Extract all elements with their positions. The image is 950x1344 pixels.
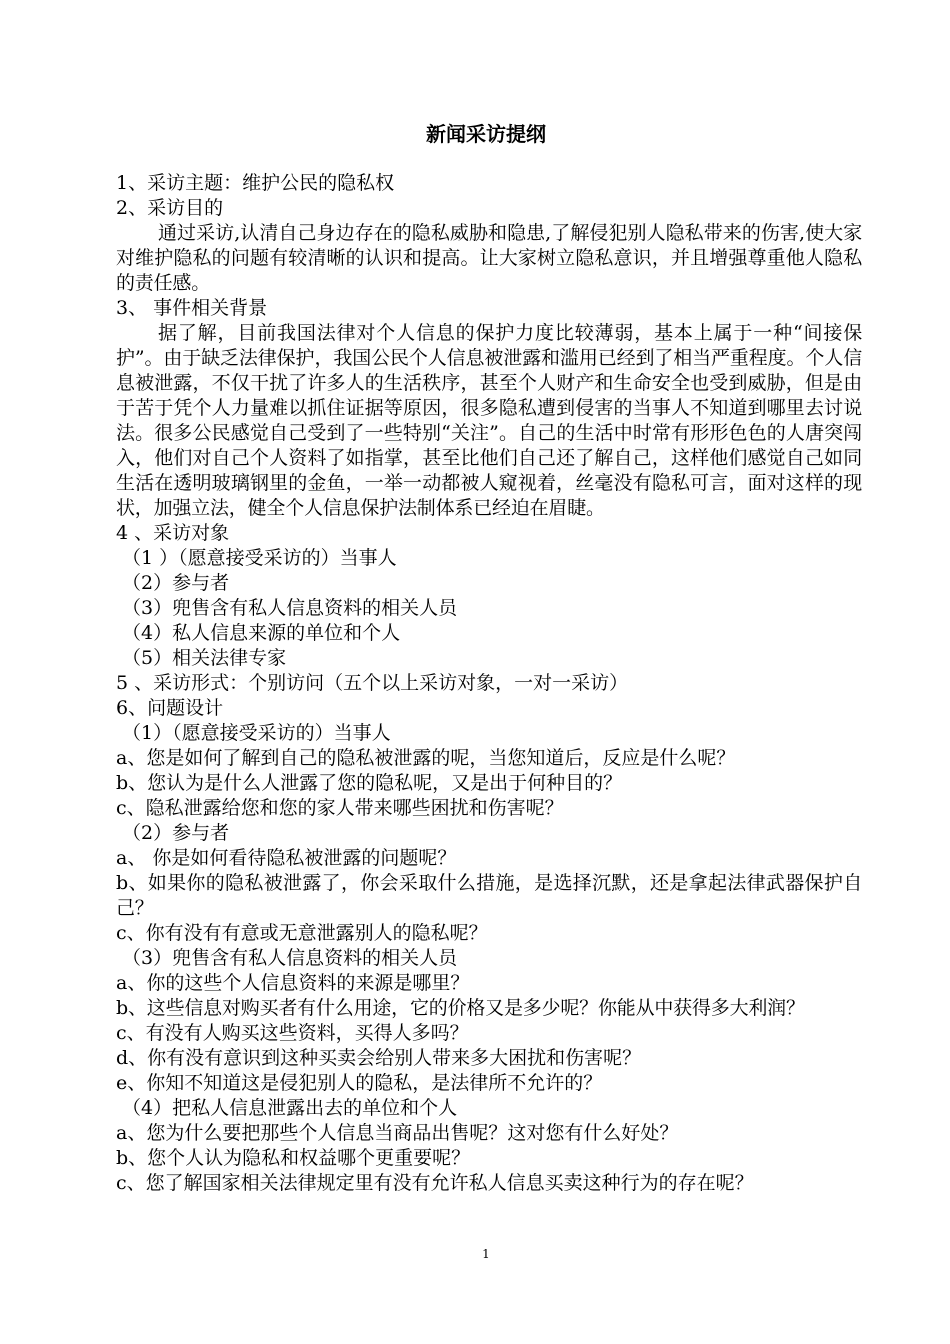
interviewee-item: （4）私人信息来源的单位和个人 — [122, 622, 401, 644]
section-questions-heading: 6、问题设计 — [116, 697, 224, 719]
question-group-heading: （2）参与者 — [122, 822, 230, 844]
section-interviewees-heading: 4 、采访对象 — [116, 522, 230, 544]
page-number: 1 — [482, 1247, 490, 1261]
question-item: c、您了解国家相关法律规定里有没有允许私人信息买卖这种行为的存在呢？ — [116, 1172, 754, 1194]
question-item: a、你的这些个人信息资料的来源是哪里？ — [116, 972, 470, 994]
question-item: b、您个人认为隐私和权益哪个更重要呢？ — [116, 1147, 471, 1169]
section-format: 5 、采访形式：个别访问（五个以上采访对象，一对一采访） — [116, 672, 629, 694]
question-group-heading: （4）把私人信息泄露出去的单位和个人 — [122, 1097, 458, 1119]
question-item: e、你知不知道这是侵犯别人的隐私，是法律所不允许的？ — [116, 1072, 603, 1094]
interviewee-item: （3）兜售含有私人信息资料的相关人员 — [122, 597, 458, 619]
section-purpose-text: 通过采访,认清自己身边存在的隐私威胁和隐患,了解侵犯别人隐私带来的伤害,使大家对维护隐私的问题有较清晰的认识和提高。让大家树立隐私意识，并且增强尊重他人隐私的责任感。 — [116, 222, 862, 294]
question-item: a、您是如何了解到自己的隐私被泄露的呢，当您知道后，反应是什么呢？ — [116, 747, 736, 769]
document-title: 新闻采访提纲 — [426, 122, 546, 146]
question-item: a、 你是如何看待隐私被泄露的问题呢？ — [116, 847, 457, 869]
section-theme: 1、采访主题：维护公民的隐私权 — [116, 172, 395, 194]
document-body — [116, 171, 862, 1196]
question-item: d、你有没有意识到这种买卖会给别人带来多大困扰和伤害呢？ — [116, 1047, 642, 1069]
section-background-heading: 3、 事件相关背景 — [116, 297, 268, 319]
question-item: b、如果你的隐私被泄露了，你会采取什么措施，是选择沉默，还是拿起法律武器保护自己？ — [116, 872, 862, 919]
question-item: c、有没有人购买这些资料，买得人多吗？ — [116, 1022, 469, 1044]
question-group-heading: （1）（愿意接受采访的）当事人 — [122, 722, 391, 744]
interviewee-item: （5）相关法律专家 — [122, 647, 287, 669]
interviewee-item: （1 ）（愿意接受采访的）当事人 — [122, 547, 397, 569]
question-group-heading: （3）兜售含有私人信息资料的相关人员 — [122, 947, 458, 969]
section-purpose-heading: 2、采访目的 — [116, 197, 224, 219]
section-background-text: 据了解，目前我国法律对个人信息的保护力度比较薄弱，基本上属于一种“间接保护”。由于缺乏法律保护，我国公民个人信息被泄露和滥用已经到了相当严重程度。个人信息被泄露，不仅干扰了许多人的生活秩序，甚至个人财产和生命安全也受到威胁，但是由于苦于凭个人力量难以抓住证据等原因，很多隐私遭到侵害的当事人不知道到哪里去讨说法。很多公民感觉自己受到了一些特别“关注”。自己的生活中时常有形形色色的人唐突闯入，他们对自己个人资料了如指掌，甚至比他们自己还了解自己，这样他们感觉自己如同生活在透明玻璃钢里的金鱼，一举一动都被人窥视着，丝毫没有隐私可言，面对这样的现状，加强立法，健全个人信息保护法制体系已经迫在眉睫。 — [116, 322, 862, 519]
question-item: b、您认为是什么人泄露了您的隐私呢，又是出于何种目的？ — [116, 772, 623, 794]
question-item: a、您为什么要把那些个人信息当商品出售呢？这对您有什么好处？ — [116, 1122, 679, 1144]
interviewee-item: （2）参与者 — [122, 572, 230, 594]
question-item: c、隐私泄露给您和您的家人带来哪些困扰和伤害呢？ — [116, 797, 564, 819]
question-item: b、这些信息对购买者有什么用途，它的价格又是多少呢？你能从中获得多大利润？ — [116, 997, 805, 1019]
question-item: c、你有没有有意或无意泄露别人的隐私呢？ — [116, 922, 488, 944]
